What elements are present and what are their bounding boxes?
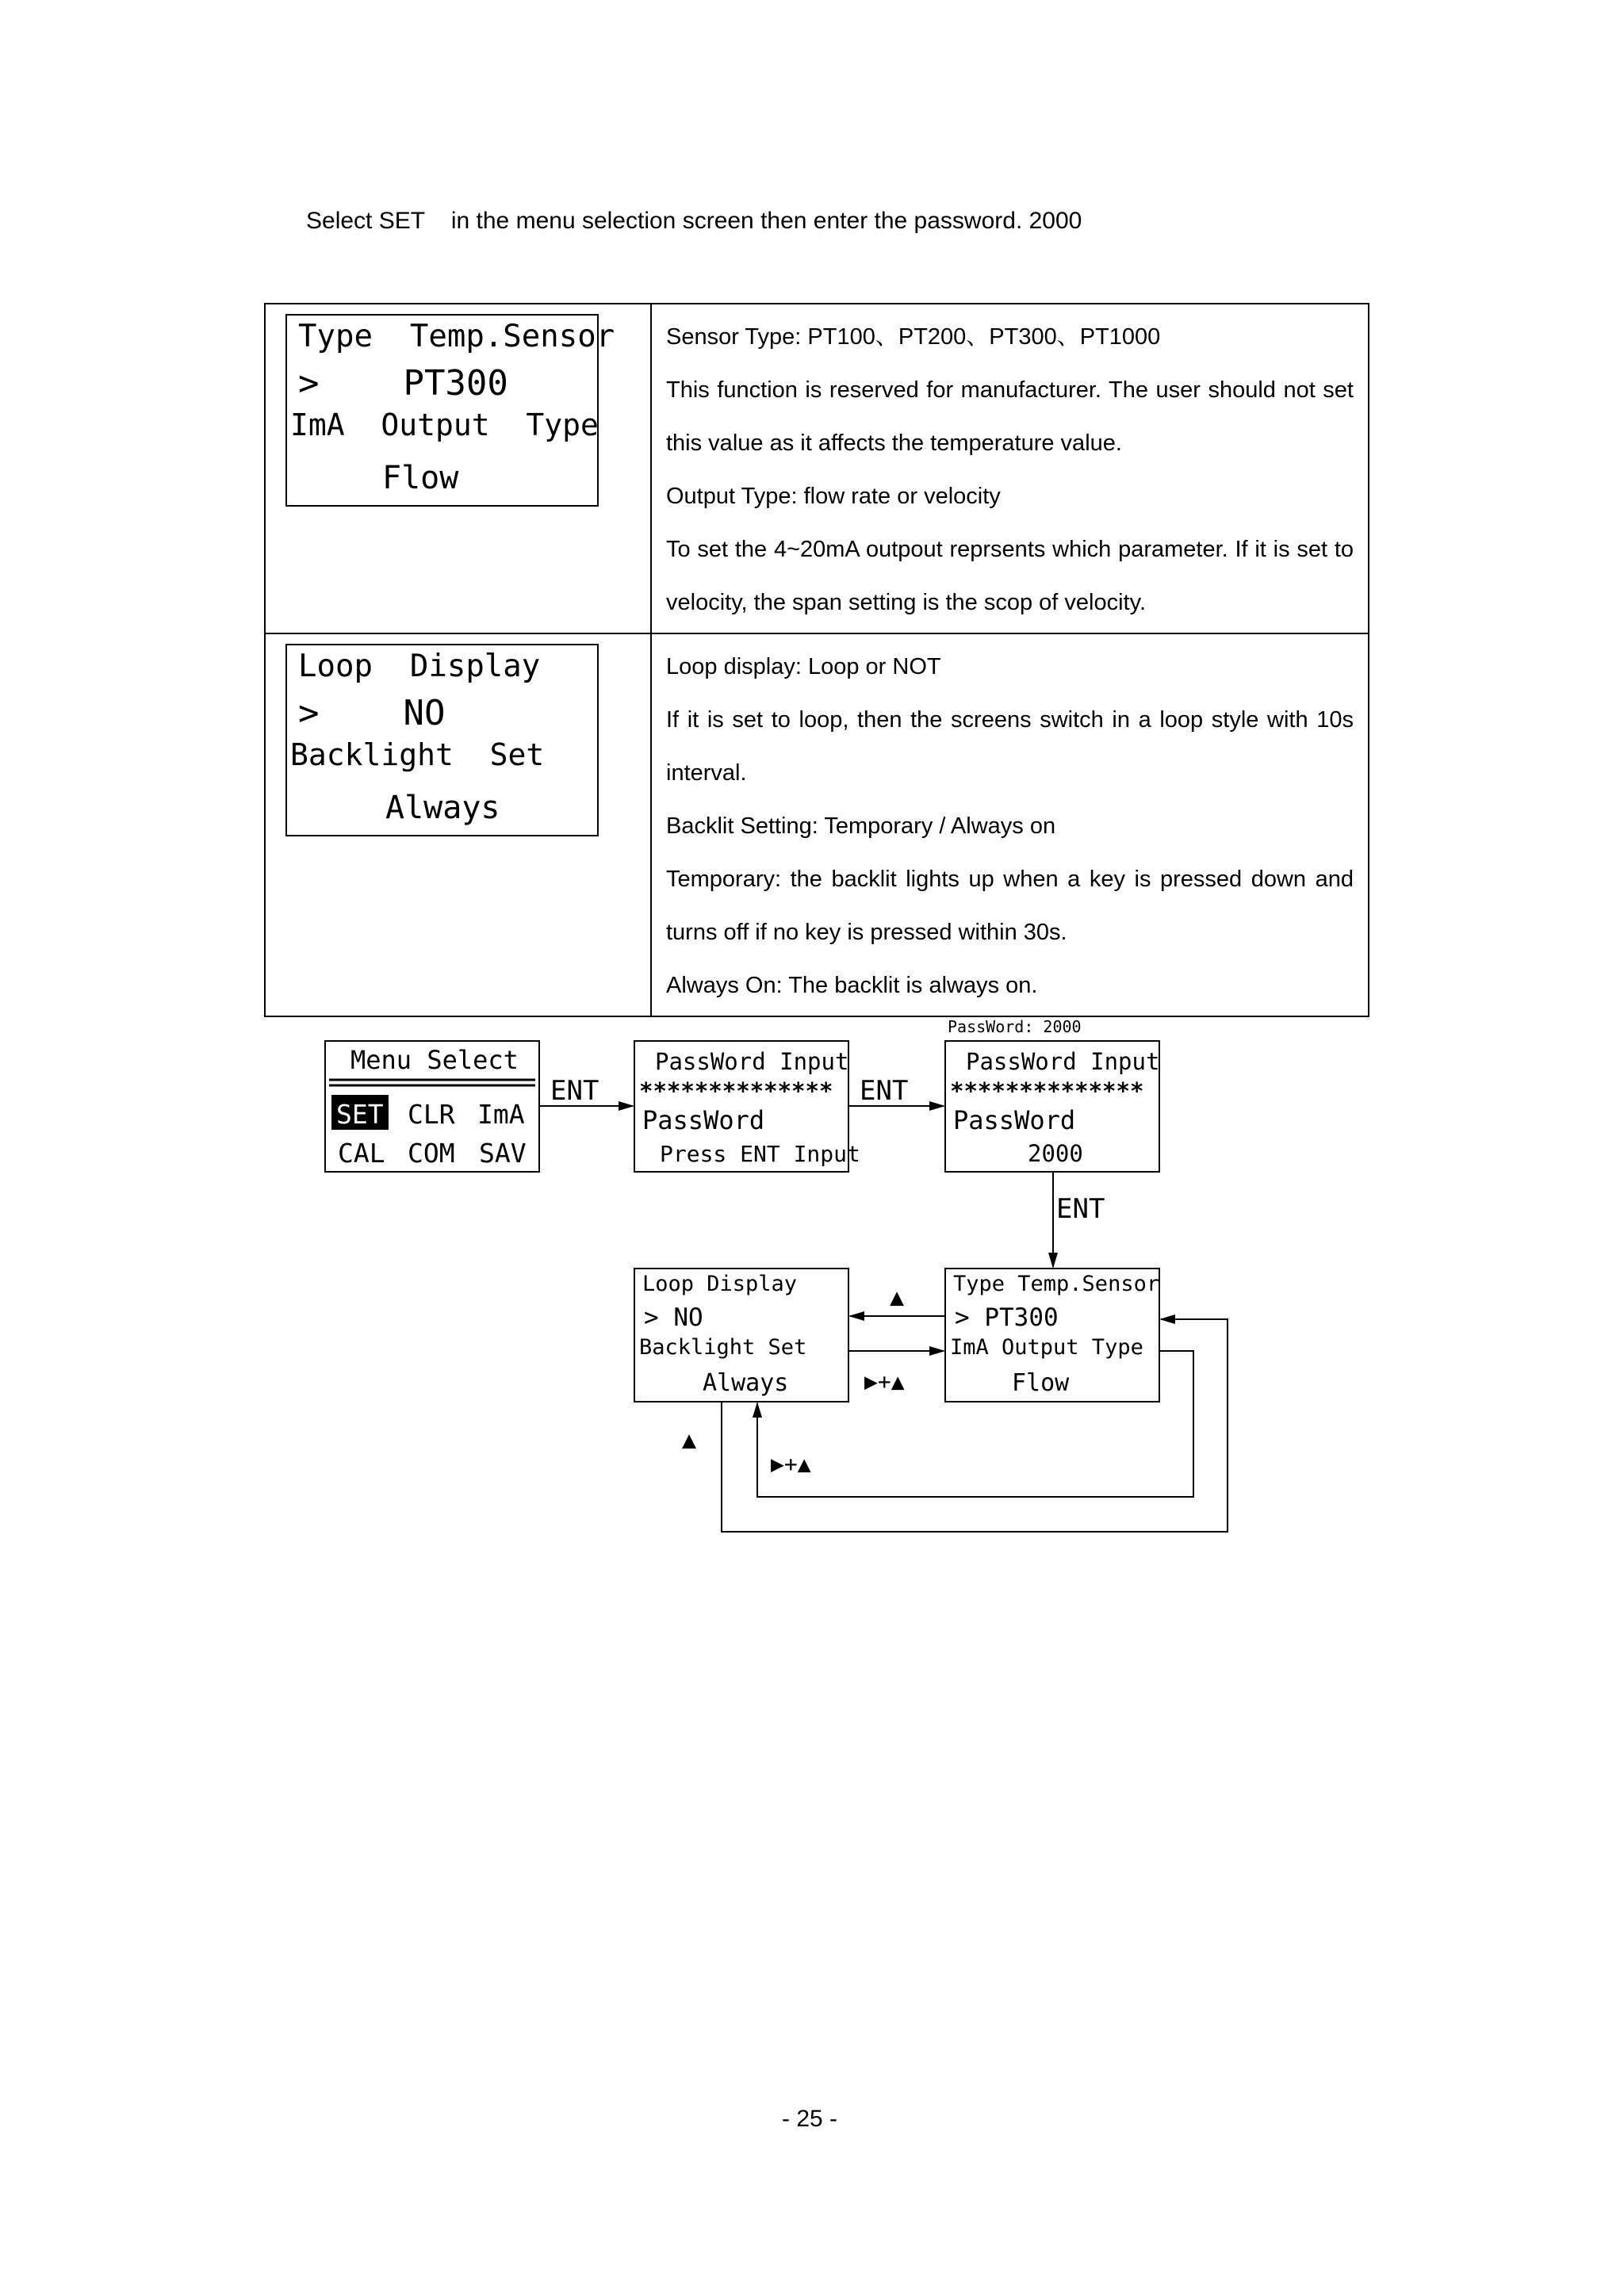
lcd-line: Always	[385, 790, 500, 826]
lcd-line: Always	[703, 1369, 789, 1397]
lcd-line: PassWord Input	[966, 1048, 1160, 1075]
lcd-line: PassWord	[953, 1105, 1076, 1135]
up-key-icon: ▲	[682, 1426, 697, 1454]
lcd-line: > PT300	[955, 1303, 1059, 1332]
password-entered-screen	[945, 1041, 1159, 1172]
lcd-screen-type-sensor	[285, 314, 615, 507]
settings-table	[264, 303, 1369, 1017]
lcd-line: Backlight Set	[290, 737, 545, 772]
description-paragraph: Loop display: Loop or NOT	[666, 654, 941, 679]
table-row	[265, 633, 1369, 1016]
lcd-cell	[265, 633, 651, 1016]
lcd-line: Backlight Set	[639, 1335, 807, 1360]
description-paragraph: To set the 4~20mA outpout reprsents which parameter. If it is set to velocity, the span setting is the scop of velocity.	[666, 537, 1354, 615]
description-paragraph: Temporary: the backlit lights up when a key is pressed down and turns off if no key is pressed within 30s.	[666, 867, 1354, 945]
lcd-line: Press ENT Input	[660, 1141, 860, 1167]
menu-item-ima: ImA	[477, 1099, 525, 1130]
lcd-line: > NO	[644, 1303, 703, 1332]
right-up-key-icon: ▶+▲	[771, 1451, 811, 1477]
menu-item-com: COM	[408, 1138, 455, 1169]
lcd-line: Loop Display	[298, 649, 541, 684]
description-paragraph: Always On: The backlit is always on.	[666, 973, 1038, 998]
menu-item-sav: SAV	[479, 1138, 527, 1169]
lcd-line: Type Temp.Sensor	[298, 319, 615, 354]
intro-text: Select SET in the menu selection screen then enter the password. 2000	[306, 208, 1082, 234]
lcd-line: Flow	[382, 460, 459, 496]
menu-item-cal: CAL	[338, 1138, 385, 1169]
description-cell	[651, 304, 1369, 633]
lcd-screen-loop-display	[285, 644, 599, 836]
password-note: PassWord: 2000	[948, 1017, 1082, 1036]
right-up-key-icon: ▶+▲	[864, 1368, 905, 1395]
lcd-line: ImA Output Type	[950, 1335, 1143, 1360]
lcd-line: PassWord Input	[655, 1048, 849, 1075]
loop-display-screen	[634, 1269, 848, 1402]
ent-label: ENT	[860, 1075, 909, 1107]
menu-item-clr: CLR	[408, 1099, 455, 1130]
lcd-line: **************	[950, 1077, 1144, 1104]
lcd-line: Flow	[1012, 1369, 1070, 1397]
lcd-line: > PT300	[298, 363, 508, 404]
description-paragraph: Backlit Setting: Temporary / Always on	[666, 813, 1056, 839]
up-key-icon: ▲	[890, 1284, 905, 1311]
description-paragraph: If it is set to loop, then the screens switch in a loop style with 10s interval.	[666, 707, 1354, 786]
password-input-screen	[634, 1041, 860, 1172]
menu-flow-diagram	[0, 1007, 1624, 1546]
lcd-line: ImA Output Type	[290, 408, 599, 442]
lcd-line: **************	[639, 1077, 833, 1104]
lcd-line: 2000	[1028, 1140, 1083, 1167]
type-sensor-screen	[945, 1269, 1159, 1402]
lcd-line: Type Temp.Sensor	[953, 1272, 1160, 1296]
ent-label: ENT	[1056, 1193, 1105, 1225]
menu-select-screen	[325, 1041, 539, 1172]
lcd-line: Loop Display	[642, 1272, 798, 1296]
lcd-line: PassWord	[642, 1105, 765, 1135]
lcd-cell	[265, 304, 651, 633]
description-paragraph: This function is reserved for manufacturer. The user should not set this value as it affects the temperature value.	[666, 377, 1354, 456]
page-number: - 25 -	[782, 2106, 838, 2132]
description-cell	[651, 633, 1369, 1016]
menu-title: Menu Select	[350, 1045, 519, 1075]
table-row	[265, 304, 1369, 633]
ent-label: ENT	[550, 1075, 599, 1107]
description-paragraph: Output Type: flow rate or velocity	[666, 484, 1001, 509]
description-paragraph: Sensor Type: PT100、PT200、PT300、PT1000	[666, 324, 1161, 350]
menu-item-set: SET	[336, 1099, 384, 1130]
lcd-line: > NO	[298, 693, 446, 733]
